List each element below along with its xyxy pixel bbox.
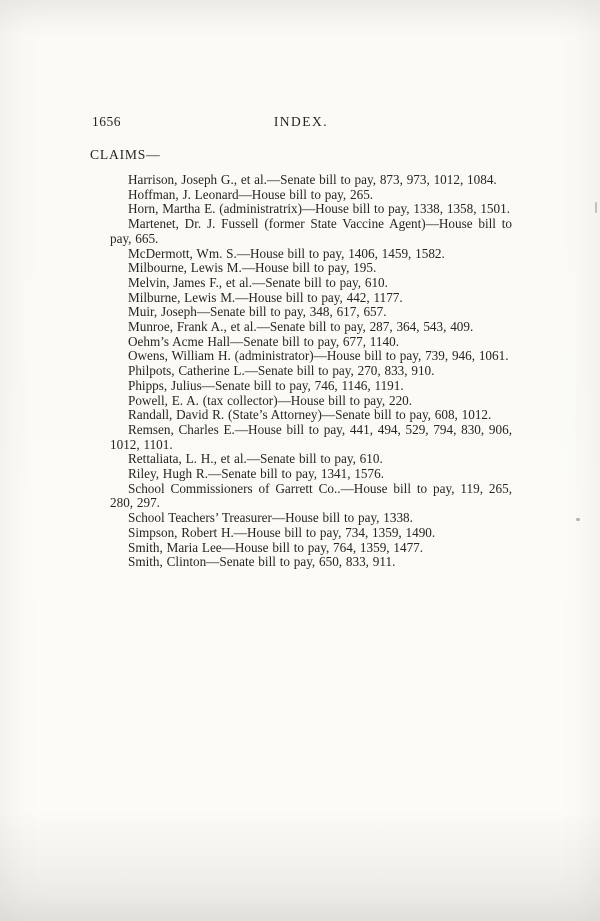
index-entry: Phipps, Julius—Senate bill to pay, 746, 1146, 1191. bbox=[128, 377, 404, 393]
index-entry: Smith, Maria Lee—House bill to pay, 764, 1359, 1477. bbox=[128, 539, 424, 555]
index-entry: Harrison, Joseph G., et al.—Senate bill to pay, 873, 973, 1012, 1084. bbox=[128, 172, 497, 187]
index-entry: McDermott, Wm. S.—House bill to pay, 1406, 1459, 1582. bbox=[128, 245, 445, 261]
index-entry: Philpots, Catherine L.—Senate bill to pay, 270, 833, 910. bbox=[128, 363, 435, 379]
index-entry: Rettaliata, L. H., et al.—Senate bill to pay, 610. bbox=[128, 451, 383, 467]
index-entry: Smith, Clinton—Senate bill to pay, 650, 833, 911. bbox=[128, 554, 396, 570]
scan-artifact bbox=[595, 202, 597, 213]
index-entry: Milburne, Lewis M.—House bill to pay, 442, 1177. bbox=[128, 289, 403, 305]
index-entry: Simpson, Robert H.—House bill to pay, 734, 1359, 1490. bbox=[128, 524, 436, 540]
scan-artifact bbox=[576, 518, 580, 521]
index-entry: Riley, Hugh R.—Senate bill to pay, 1341, 1576. bbox=[128, 466, 384, 482]
index-entry: School Commissioners of Garrett Co..—House bill to pay, 119, 265, 280, 297. bbox=[110, 480, 512, 511]
index-entry: Randall, David R. (State’s Attorney)—Senate bill to pay, 608, 1012. bbox=[128, 407, 492, 423]
index-entry: Muir, Joseph—Senate bill to pay, 348, 617, 657. bbox=[128, 304, 387, 320]
index-entry: Milbourne, Lewis M.—House bill to pay, 195. bbox=[128, 260, 377, 276]
index-entry: School Teachers’ Treasurer—House bill to pay, 1338. bbox=[128, 510, 413, 526]
index-entry: Melvin, James F., et al.—Senate bill to pay, 610. bbox=[128, 274, 388, 290]
page-content bbox=[90, 114, 512, 570]
index-entry: Oehm’s Acme Hall—Senate bill to pay, 677, 1140. bbox=[128, 333, 399, 349]
page-number: 1656 bbox=[92, 114, 121, 129]
index-entry: Remsen, Charles E.—House bill to pay, 441, 494, 529, 794, 830, 906, 1012, 1101. bbox=[110, 421, 512, 452]
index-entry: Powell, E. A. (tax collector)—House bill to pay, 220. bbox=[128, 392, 413, 408]
index-entry: Hoffman, J. Leonard—House bill to pay, 265. bbox=[128, 186, 374, 202]
page-header bbox=[90, 114, 512, 130]
index-entry: Owens, William H. (administrator)—House bill to pay, 739, 946, 1061. bbox=[128, 348, 509, 364]
index-entry: Martenet, Dr. J. Fussell (former State Vaccine Agent)—House bill to pay, 665. bbox=[110, 216, 512, 246]
running-head: INDEX. bbox=[273, 114, 329, 129]
claims-entries bbox=[90, 173, 512, 570]
section-heading: CLAIMS— bbox=[90, 147, 161, 162]
index-entry: Horn, Martha E. (administratrix)—House bill to pay, 1338, 1358, 1501. bbox=[128, 201, 510, 217]
index-entry: Munroe, Frank A., et al.—Senate bill to pay, 287, 364, 543, 409. bbox=[128, 319, 474, 335]
